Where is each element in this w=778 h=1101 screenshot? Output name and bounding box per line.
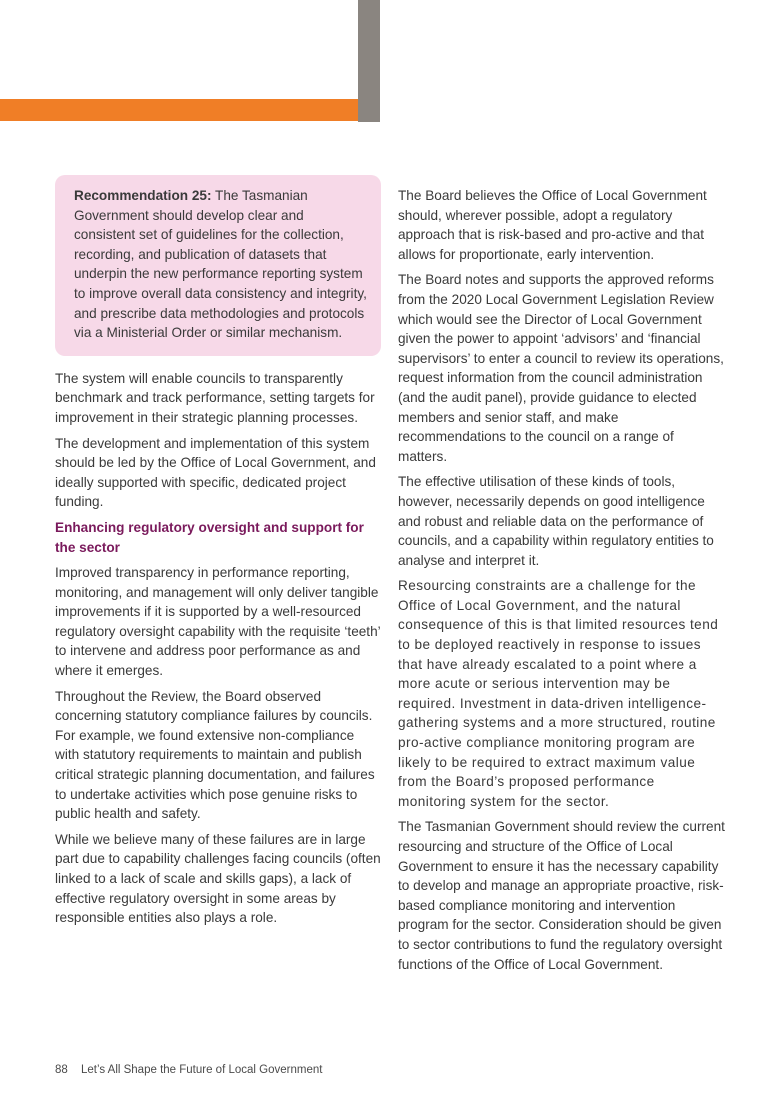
recommendation-body: The Tasmanian Government should develop clear and consistent set of guidelines for the collection, recording, and publication of datasets that underpin the new performance reporting system to improve overall data consistency and integrity, and prescribe data methodologies and protocols via a Ministerial Order or similar mechanism. (74, 188, 367, 341)
grey-header-bar (358, 0, 380, 122)
paragraph: The Tasmanian Government should review the current resourcing and structure of the Office of Local Government to ensure it has the necessary capability to develop and manage an appropriate proactive, risk-based compliance monitoring and intervention program for the sector. Consideration should be given to sector contributions to fund the regulatory oversight functions of the Office of Local Government. (398, 819, 725, 972)
section-heading: Enhancing regulatory oversight and support for the sector (55, 519, 364, 555)
page-footer (55, 1064, 322, 1076)
recommendation-text (74, 186, 367, 343)
paragraph: The Board believes the Office of Local Government should, wherever possible, adopt a regulatory approach that is risk-based and pro-active and that allows for proportionate, early intervention. (398, 188, 707, 262)
paragraph: Resourcing constraints are a challenge for the Office of Local Government, and the natural consequence of this is that limited resources tend to be deployed reactively in response to issues that have already escalated to a point where a more acute or serious intervention may be required. Investment in data-driven intelligence-gathering systems and a more structured, routine pro-active compliance monitoring program are likely to be required to extract maximum value from the Board’s proposed performance monitoring system for the sector. (398, 578, 719, 809)
paragraph: While we believe many of these failures are in large part due to capability challenges facing councils (often linked to a lack of scale and skills gaps), a lack of effective regulatory oversight in some areas by responsible entities also plays a role. (55, 831, 381, 926)
paragraph: The development and implementation of this system should be led by the Office of Local Government, and ideally supported with specific, dedicated project funding. (55, 435, 376, 510)
paragraph: The system will enable councils to transparently benchmark and track performance, setting targets for improvement in their strategic planning processes. (55, 370, 375, 425)
paragraph: The effective utilisation of these kinds of tools, however, necessarily depends on good intelligence and robust and reliable data on the performance of councils, and a capability within regulatory entities to analyse and interpret it. (398, 474, 714, 568)
left-column (55, 175, 381, 934)
orange-header-bar (0, 99, 358, 121)
paragraph: Improved transparency in performance reporting, monitoring, and management will only deliver tangible improvements if it is supported by a well-resourced regulatory oversight capability with the requisite ‘teeth’ to intervene and address poor performance as and where it emerges. (55, 565, 381, 679)
recommendation-box (55, 175, 381, 356)
recommendation-label: Recommendation 25: (74, 188, 212, 203)
right-column (398, 186, 726, 980)
paragraph: Throughout the Review, the Board observed concerning statutory compliance failures by councils. For example, we found extensive non-compliance with statutory requirements to maintain and publish critical strategic planning documentation, and failures to undertake activities which pose genuine risks to public health and safety. (55, 688, 375, 822)
footer-title: Let’s All Shape the Future of Local Government (81, 1064, 323, 1076)
paragraph: The Board notes and supports the approved reforms from the 2020 Local Government Legislation Review which would see the Director of Local Government given the power to appoint ‘advisors’ and ‘financial supervisors’ to enter a council to review its operations, request information from the council administration (and the audit panel), provide guidance to elected members and senior staff, and make recommendations to the council on a range of matters. (398, 272, 724, 464)
page-number: 88 (55, 1064, 68, 1076)
